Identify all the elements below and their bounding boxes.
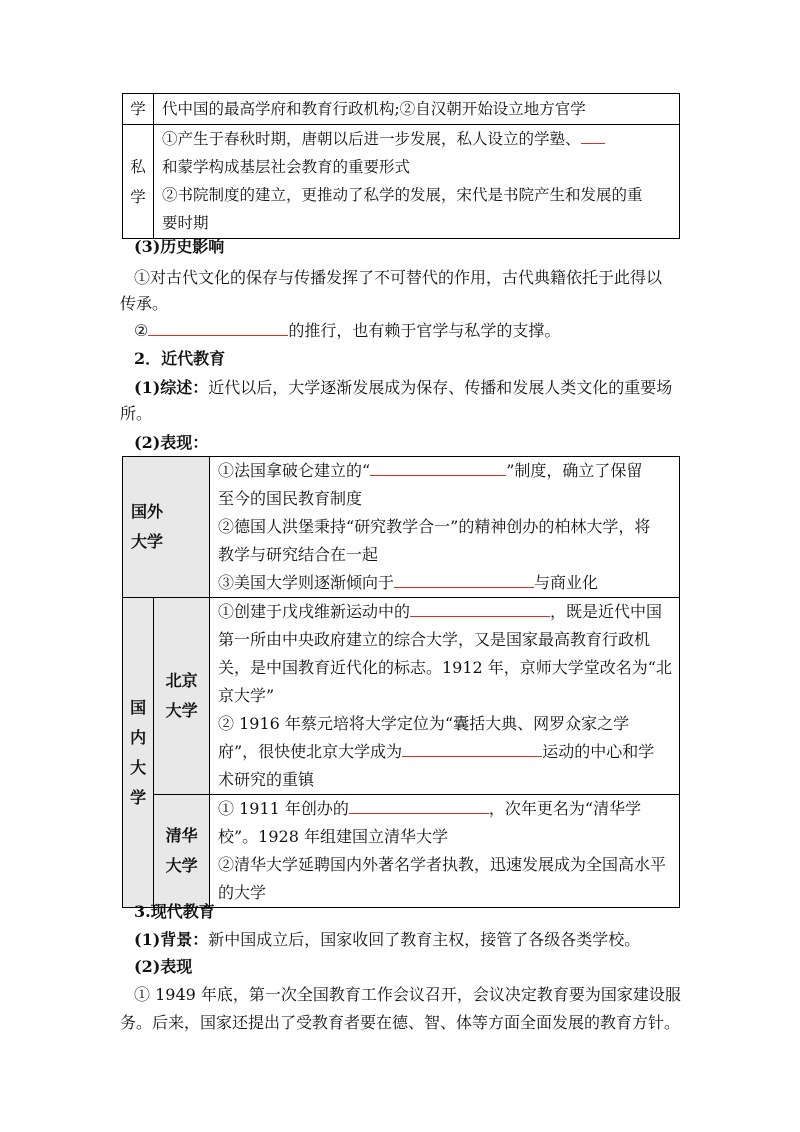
text-line: ①法国拿破仑建立的“ ”制度，确立了保留: [218, 457, 679, 485]
foreign-university-content: [210, 457, 680, 598]
pku-label: 北京 大学: [154, 598, 210, 795]
paragraph-line: 务。后来，国家还提出了受教育者要在德、智、体等方面全面发展的教育方针。: [120, 1013, 681, 1032]
fill-blank[interactable]: [148, 318, 288, 336]
paragraph-line: 所。: [120, 404, 153, 423]
table-row: [123, 94, 680, 125]
text-line: ①创建于戊戌维新运动中的 ，既是近代中国: [218, 598, 679, 626]
text-line: 第一所由中央政府建立的综合大学，又是国家最高教育行政机: [218, 630, 651, 649]
thu-label: 清华 大学: [154, 795, 210, 908]
fill-blank[interactable]: [349, 796, 489, 814]
text-line: ③美国大学则逐渐倾向于 与商业化: [218, 569, 679, 597]
fill-blank[interactable]: [394, 570, 534, 588]
text-line: 要时期: [162, 214, 209, 232]
table-row: [123, 598, 680, 795]
paragraph-line: (1)综述：近代以后，大学逐渐发展成为保存、传播和发展人类文化的重要场: [134, 378, 673, 397]
text-line: 术研究的重镇: [218, 770, 315, 789]
section-heading: (3)历史影响: [134, 237, 225, 256]
fill-blank[interactable]: [402, 739, 542, 757]
fill-blank[interactable]: [410, 599, 550, 617]
table-row: [123, 125, 680, 239]
text-line: ②书院制度的建立，更推动了私学的发展，宋代是书院产生和发展的重: [162, 186, 643, 204]
row-text: 代中国的最高学府和教育行政机构;②自汉朝开始设立地方官学: [162, 100, 586, 118]
text-line: ①产生于春秋时期，唐朝以后进一步发展，私人设立的学塾、: [162, 125, 679, 153]
paragraph-line: ① 1949 年底，第一次全国教育工作会议召开，会议决定教育要为国家建设服: [134, 985, 681, 1004]
text-line: 的大学: [218, 883, 267, 902]
fill-blank[interactable]: [581, 126, 605, 144]
row-label-text: 学: [130, 100, 146, 118]
text-line: 关，是中国教育近代化的标志。1912 年，京师大学堂改名为“北: [218, 658, 672, 677]
text-line: ②德国人洪堡秉持“研究教学合一”的精神创办的柏林大学，将: [218, 517, 651, 536]
text-line: ②清华大学延聘国内外著名学者执教，迅速发展成为全国高水平: [218, 855, 667, 874]
university-table: [122, 456, 680, 908]
paragraph-line: ② 的推行，也有赖于官学与私学的支撑。: [134, 316, 560, 346]
section-heading: 3.现代教育: [134, 902, 215, 921]
label-char: 学: [130, 187, 146, 206]
domestic-university-label: 国 内 大 学: [123, 598, 154, 908]
paragraph-line: (1)背景：新中国成立后，国家收回了教育主权，接管了各级各类学校。: [134, 930, 641, 949]
private-school-label: [123, 125, 154, 239]
paragraph-line: ①对古代文化的保存与传播发挥了不可替代的作用，古代典籍依托于此得以: [134, 268, 663, 287]
pku-content: [210, 598, 680, 795]
table-row: [123, 795, 680, 908]
label-char: 私: [130, 157, 146, 176]
paragraph-line: 传承。: [120, 294, 169, 313]
text-line: 教学与研究结合在一起: [218, 545, 379, 564]
education-table-ancient: [122, 93, 680, 239]
section-heading: (2)表现：: [134, 433, 209, 452]
table-row: [123, 457, 680, 598]
foreign-university-label: 国外 大学: [123, 457, 210, 598]
thu-content: [210, 795, 680, 908]
text-line: 京大学”: [218, 686, 275, 705]
section-heading: 2．近代教育: [134, 349, 226, 368]
text-line: 校”。1928 年组建国立清华大学: [218, 827, 448, 846]
fill-blank[interactable]: [370, 458, 506, 476]
text-line: 府”，很快使北京大学成为 运动的中心和学: [218, 738, 679, 766]
section-heading: (2)表现: [134, 957, 193, 976]
text-line: ② 1916 年蔡元培将大学定位为“囊括大典、网罗众家之学: [218, 714, 630, 733]
row-content: [154, 94, 680, 125]
text-line: ① 1911 年创办的 ，次年更名为“清华学: [218, 795, 679, 823]
text-line: 至今的国民教育制度: [218, 489, 363, 508]
row-label: [123, 94, 154, 125]
text-line: 和蒙学构成基层社会教育的重要形式: [162, 158, 411, 176]
private-school-content: [154, 125, 680, 239]
